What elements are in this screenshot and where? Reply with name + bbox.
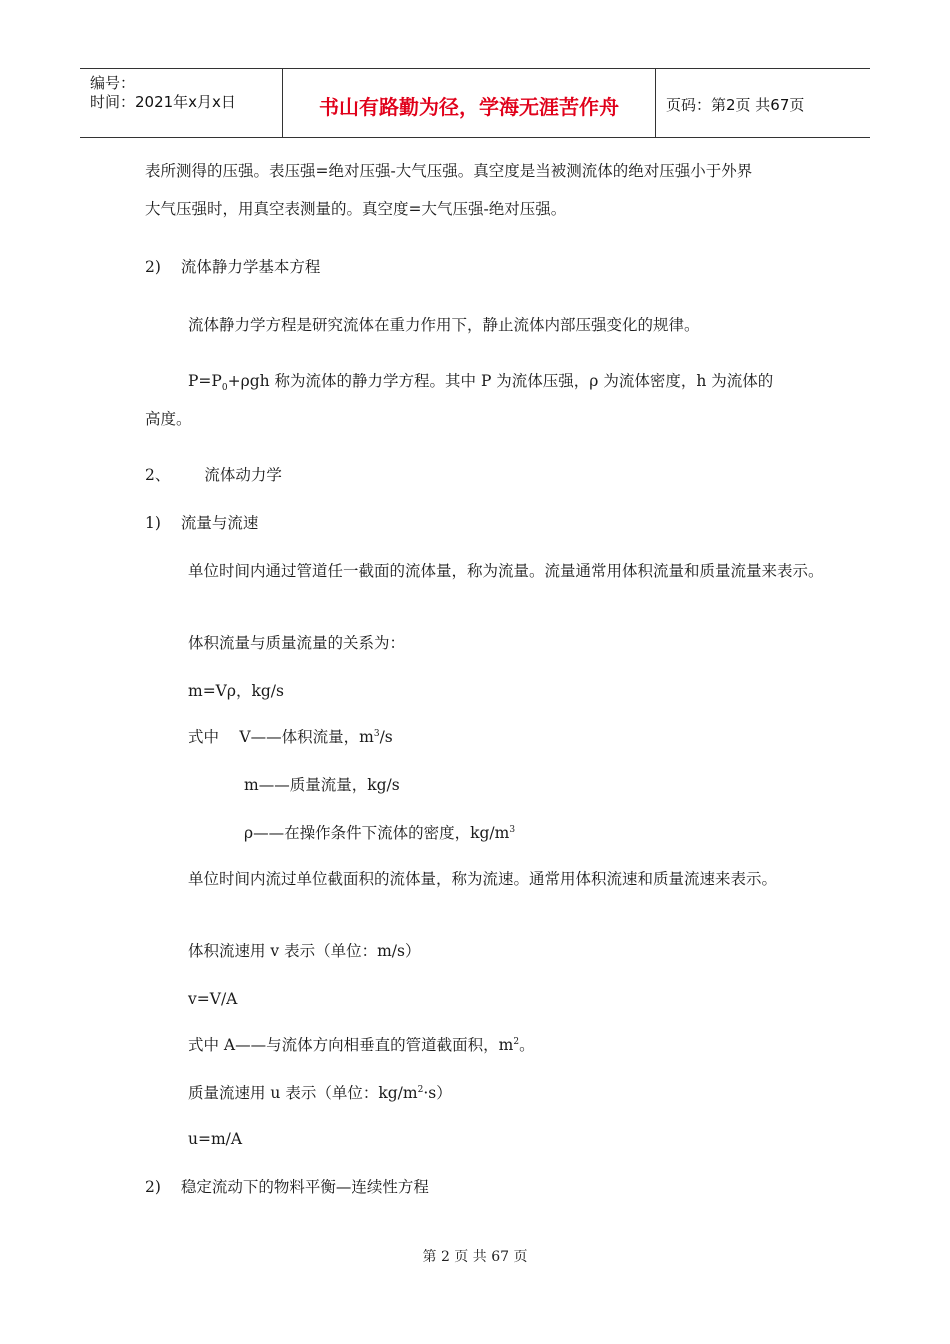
document-number-label: 编号：: [90, 74, 136, 92]
page-header: [80, 68, 870, 138]
subsection-number: 2): [145, 1178, 161, 1196]
subsection-heading: [145, 1176, 429, 1198]
definition-text: 。: [519, 1036, 535, 1054]
paragraph-text: 质量流速用 u 表示（单位：kg/m: [188, 1084, 418, 1102]
document-date-label: 时间：2021年x月x日: [90, 93, 236, 111]
header-page-cell: [656, 69, 870, 137]
header-meta-cell: [80, 69, 283, 137]
section-heading: [145, 464, 282, 486]
equation: v=V/A: [188, 990, 238, 1008]
definition-text: /s: [379, 728, 393, 746]
equation-text: +ρgh 称为流体的静力学方程。其中 P 为流体压强，ρ 为流体密度，h 为流体的: [227, 372, 774, 390]
superscript: 3: [373, 728, 380, 739]
equation: u=m/A: [188, 1130, 243, 1148]
subsection-heading: [145, 256, 320, 278]
equation-paragraph: [188, 370, 773, 392]
header-motto: 书山有路勤为径，学海无涯苦作舟: [319, 95, 619, 119]
definition-line: [244, 822, 515, 844]
subsection-title: 稳定流动下的物料平衡—连续性方程: [180, 1178, 429, 1196]
paragraph-line: 高度。: [145, 410, 192, 428]
definition-line: [188, 1034, 535, 1056]
definition-text: ρ——在操作条件下流体的密度，kg/m: [244, 824, 510, 842]
equation-text: P=P: [188, 372, 222, 390]
paragraph-line: 大气压强时，用真空表测量的。真空度=大气压强-绝对压强。: [145, 200, 567, 218]
section-title: 流体动力学: [204, 466, 282, 484]
header-page-info: 页码：第2页 共67页: [666, 96, 805, 114]
paragraph-text: ·s）: [423, 1084, 452, 1102]
subsection-title: 流量与流速: [180, 514, 259, 532]
superscript: 3: [509, 824, 516, 835]
paragraph: [188, 1082, 452, 1104]
definition-text: 式中 V——体积流量，m: [188, 728, 374, 746]
equation: m=Vρ，kg/s: [188, 682, 284, 700]
superscript: 2: [417, 1084, 424, 1095]
subsection-number: 1): [145, 514, 161, 532]
paragraph: 体积流量与质量流量的关系为：: [188, 634, 406, 652]
subsection-heading: [145, 512, 258, 534]
subscript: 0: [221, 383, 228, 394]
subsection-number: 2): [145, 258, 161, 276]
header-motto-cell: [283, 69, 656, 137]
paragraph: 单位时间内通过管道任一截面的流体量，称为流量。流量通常用体积流量和质量流量来表示。: [188, 562, 824, 580]
definition-line: m——质量流量，kg/s: [244, 776, 400, 794]
superscript: 2: [513, 1036, 520, 1047]
paragraph-line: 表所测得的压强。表压强=绝对压强-大气压强。真空度是当被测流体的绝对压强小于外界: [145, 162, 753, 180]
paragraph: 流体静力学方程是研究流体在重力作用下，静止流体内部压强变化的规律。: [188, 316, 700, 334]
section-number: 2、: [145, 466, 171, 484]
definition-text: 式中 A——与流体方向相垂直的管道截面积，m: [188, 1036, 514, 1054]
definition-line: [188, 726, 393, 748]
paragraph: 体积流速用 v 表示（单位：m/s）: [188, 942, 421, 960]
page-footer: 第 2 页 共 67 页: [422, 1249, 528, 1265]
subsection-title: 流体静力学基本方程: [180, 258, 321, 276]
paragraph: 单位时间内流过单位截面积的流体量，称为流速。通常用体积流速和质量流速来表示。: [188, 870, 778, 888]
